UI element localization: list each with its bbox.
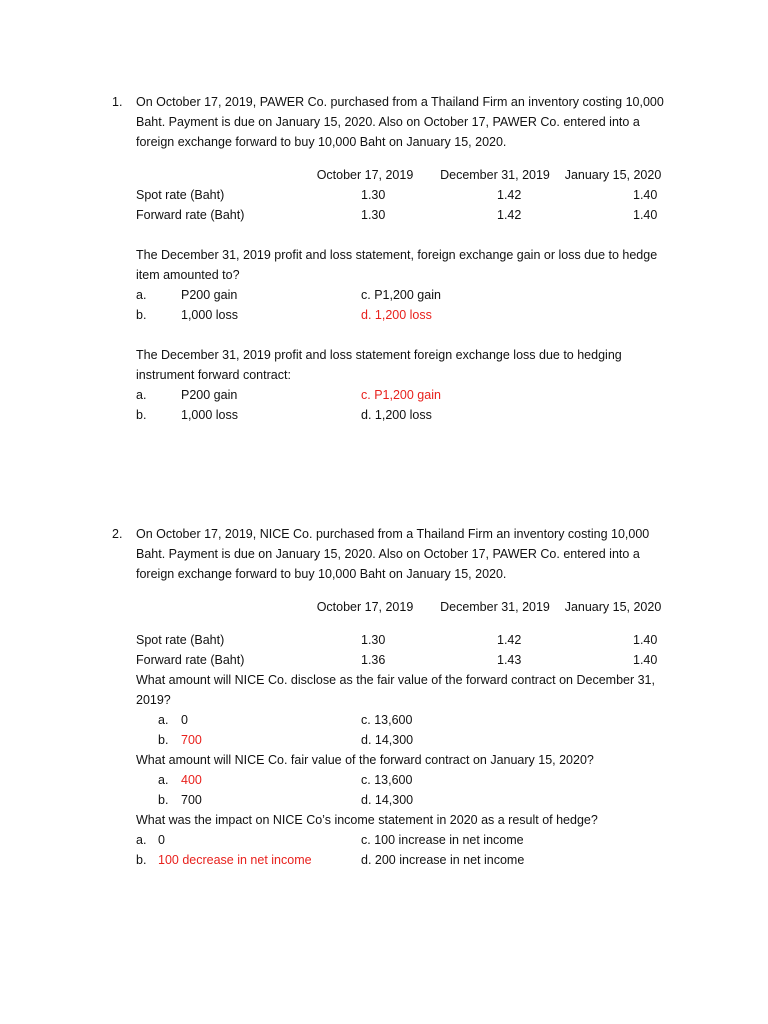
option-text: d. 1,200 loss (361, 408, 432, 422)
option-text: P200 gain (181, 288, 238, 302)
option-text: c. 100 increase in net income (361, 833, 524, 847)
question-text-line: On October 17, 2019, PAWER Co. purchased from a Thailand Firm an inventory costing 10,000 (136, 95, 664, 109)
option-letter: b. (136, 308, 147, 322)
correct-answer: 100 decrease in net income (158, 853, 312, 867)
subquestion-text: 2019? (136, 693, 171, 707)
option-letter: a. (136, 288, 147, 302)
option-text: d. 200 increase in net income (361, 853, 525, 867)
correct-answer: 700 (181, 733, 202, 747)
correct-answer: d. 1,200 loss (361, 308, 432, 322)
option-letter: a. (158, 773, 169, 787)
question-text-line: Baht. Payment is due on January 15, 2020. Also on October 17, PAWER Co. entered into a (136, 115, 640, 129)
subquestion-text: What amount will NICE Co. disclose as the fair value of the forward contract on December 31, (136, 673, 655, 687)
option-letter: b. (136, 408, 147, 422)
option-text: P200 gain (181, 388, 238, 402)
option-letter: b. (158, 793, 169, 807)
option-text: 1,000 loss (181, 308, 238, 322)
table-cell: 1.42 (497, 633, 522, 647)
table-header: December 31, 2019 (440, 168, 550, 182)
table-cell: 1.40 (633, 633, 658, 647)
table-cell: 1.40 (633, 653, 658, 667)
option-letter: a. (136, 388, 147, 402)
subquestion-text: The December 31, 2019 profit and loss statement, foreign exchange gain or loss due to hedge (136, 248, 658, 262)
table-header: October 17, 2019 (316, 600, 414, 614)
question-text-line: foreign exchange forward to buy 10,000 Baht on January 15, 2020. (136, 135, 507, 149)
option-letter: a. (158, 713, 169, 727)
table-header: January 15, 2020 (564, 600, 662, 614)
option-letter: a. (136, 833, 147, 847)
subquestion-text: What was the impact on NICE Co’s income statement in 2020 as a result of hedge? (136, 813, 598, 827)
table-cell: 1.42 (497, 208, 522, 222)
table-cell: 1.30 (361, 188, 386, 202)
table-row-label: Forward rate (Baht) (136, 208, 245, 222)
question-text-line: Baht. Payment is due on January 15, 2020. Also on October 17, PAWER Co. entered into a (136, 547, 640, 561)
table-header: January 15, 2020 (564, 168, 662, 182)
table-row-label: Forward rate (Baht) (136, 653, 245, 667)
option-text: 0 (158, 833, 165, 847)
table-cell: 1.40 (633, 208, 658, 222)
option-text: d. 14,300 (361, 733, 414, 747)
question-number: 2. (112, 527, 123, 541)
question-text-line: On October 17, 2019, NICE Co. purchased from a Thailand Firm an inventory costing 10,000 (136, 527, 650, 541)
option-text: 0 (181, 713, 188, 727)
table-cell: 1.36 (361, 653, 386, 667)
table-row-label: Spot rate (Baht) (136, 188, 225, 202)
subquestion-text: The December 31, 2019 profit and loss statement foreign exchange loss due to hedging (136, 348, 622, 362)
option-text: 700 (181, 793, 202, 807)
subquestion-text: item amounted to? (136, 268, 240, 282)
table-cell: 1.43 (497, 653, 522, 667)
table-cell: 1.42 (497, 188, 522, 202)
option-letter: b. (158, 733, 169, 747)
table-row-label: Spot rate (Baht) (136, 633, 225, 647)
option-text: c. 13,600 (361, 713, 413, 727)
correct-answer: 400 (181, 773, 202, 787)
correct-answer: c. P1,200 gain (361, 388, 441, 402)
table-cell: 1.40 (633, 188, 658, 202)
option-text: d. 14,300 (361, 793, 414, 807)
table-header: October 17, 2019 (316, 168, 414, 182)
question-number: 1. (112, 95, 123, 109)
question-text-line: foreign exchange forward to buy 10,000 Baht on January 15, 2020. (136, 567, 507, 581)
option-text: c. 13,600 (361, 773, 413, 787)
subquestion-text: What amount will NICE Co. fair value of the forward contract on January 15, 2020? (136, 753, 594, 767)
option-text: c. P1,200 gain (361, 288, 441, 302)
table-cell: 1.30 (361, 208, 386, 222)
option-letter: b. (136, 853, 147, 867)
option-text: 1,000 loss (181, 408, 238, 422)
table-header: December 31, 2019 (440, 600, 550, 614)
subquestion-text: instrument forward contract: (136, 368, 291, 382)
table-cell: 1.30 (361, 633, 386, 647)
